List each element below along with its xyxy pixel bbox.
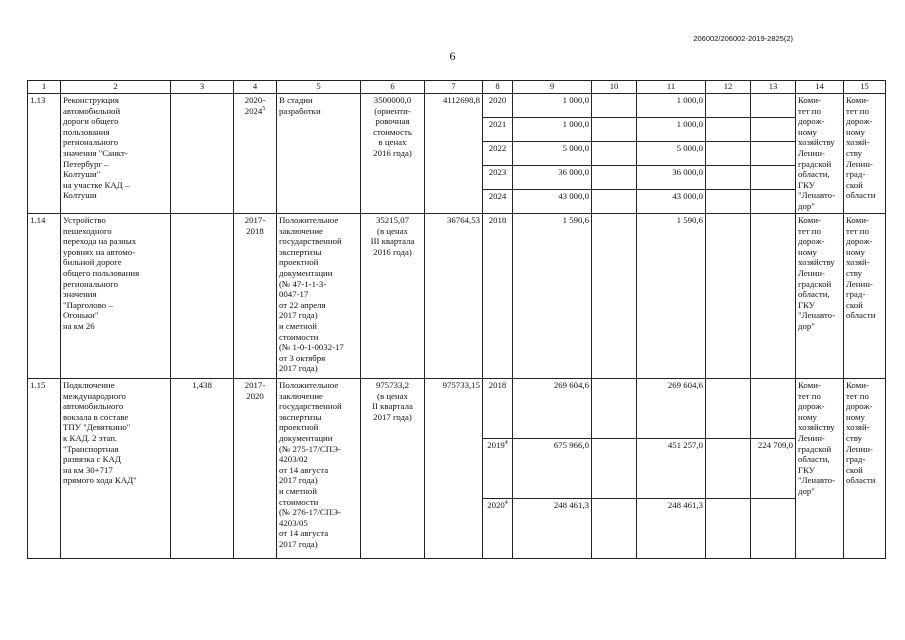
- financing-year-text: 2018: [488, 215, 507, 225]
- federal-budget: [592, 214, 637, 379]
- financing-year-text: 2022: [488, 143, 507, 153]
- local-budget: [706, 439, 751, 499]
- local-budget: [706, 166, 751, 190]
- document-id: 206002/206002-2019-2825(2): [693, 34, 793, 43]
- financing-year-text: 2019: [487, 440, 505, 450]
- federal-budget: [592, 379, 637, 439]
- documentation-status: В стадии разработки: [277, 94, 361, 214]
- local-budget: [706, 94, 751, 118]
- federal-budget: [592, 166, 637, 190]
- row-number: 1.13: [28, 94, 61, 214]
- financing-total: 43 000,0: [513, 190, 592, 214]
- financing-total: 675 966,0: [513, 439, 592, 499]
- financing-year-text: 2021: [488, 119, 507, 129]
- financing-total: 1 590,6: [513, 214, 592, 379]
- column-header: 5: [277, 81, 361, 94]
- other-sources: 224 709,0: [751, 439, 796, 499]
- period-years: [234, 214, 277, 379]
- federal-budget: [592, 142, 637, 166]
- total-cost: 36764,53: [425, 214, 483, 379]
- financing-year: [483, 439, 513, 499]
- local-budget: [706, 118, 751, 142]
- period-years-text: 2017- 2020: [244, 380, 266, 401]
- length-value: [171, 214, 234, 379]
- column-header: 4: [234, 81, 277, 94]
- other-sources: [751, 142, 796, 166]
- footnote-mark: 4: [504, 500, 508, 507]
- financing-year-text: 2020: [487, 500, 505, 510]
- other-sources: [751, 94, 796, 118]
- customer: Коми- тет по дорож- ному хозяйству Ленин- градской области, ГКУ "Ленавто- дор": [796, 214, 844, 379]
- table-row: [28, 94, 886, 118]
- column-header: 12: [706, 81, 751, 94]
- other-sources: [751, 499, 796, 559]
- table-body: [28, 94, 886, 559]
- table-row: [28, 214, 886, 379]
- federal-budget: [592, 190, 637, 214]
- financing-year: [483, 499, 513, 559]
- regional-budget: 36 000,0: [637, 166, 706, 190]
- documentation-status: Положительное заключение государственной экспертизы проектной документации (№ 275-17/СПЭ- 4203/02 от 14 августа 2017 года) и сметной стоимости (№ 276-17/СПЭ- 4203/05 от 14 августа 2017 года): [277, 379, 361, 559]
- regional-budget: 1 000,0: [637, 94, 706, 118]
- column-header: 14: [796, 81, 844, 94]
- financing-year: [483, 166, 513, 190]
- period-years-text: 2020- 2024: [244, 95, 266, 116]
- projects-table: [27, 80, 886, 559]
- financing-total: 5 000,0: [513, 142, 592, 166]
- column-header: 3: [171, 81, 234, 94]
- financing-year: [483, 94, 513, 118]
- regional-budget: 43 000,0: [637, 190, 706, 214]
- object-name: Устройство пешеходного перехода на разных уровнях на автомо- бильной дороге общего пользования регионального значения "Парголово – Огоньки" на км 26: [61, 214, 171, 379]
- period-years-text: 2017- 2018: [244, 215, 266, 236]
- length-value: [171, 94, 234, 214]
- page-number: 6: [449, 49, 456, 63]
- financing-year-text: 2024: [488, 191, 507, 201]
- column-header: 6: [361, 81, 425, 94]
- footnote-mark: 4: [504, 440, 508, 447]
- column-header: 1: [28, 81, 61, 94]
- local-budget: [706, 379, 751, 439]
- column-header: 2: [61, 81, 171, 94]
- federal-budget: [592, 94, 637, 118]
- estimated-cost: 35215,07 (в ценах III квартала 2016 года): [361, 214, 425, 379]
- regional-budget: 248 461,3: [637, 499, 706, 559]
- federal-budget: [592, 439, 637, 499]
- column-header: 13: [751, 81, 796, 94]
- financing-total: 269 604,6: [513, 379, 592, 439]
- financing-year-text: 2020: [488, 95, 507, 105]
- column-header: 15: [844, 81, 886, 94]
- responsible-executor: Коми- тет по дорож- ному хозяй- ству Ленин- град- ской области: [844, 214, 886, 379]
- responsible-executor: Коми- тет по дорож- ному хозяй- ству Ленин- град- ской области: [844, 94, 886, 214]
- estimated-cost: 3500000,0 (ориенти- ровочная стоимость в ценах 2016 года): [361, 94, 425, 214]
- other-sources: [751, 190, 796, 214]
- column-header: 10: [592, 81, 637, 94]
- other-sources: [751, 214, 796, 379]
- regional-budget: 269 604,6: [637, 379, 706, 439]
- local-budget: [706, 142, 751, 166]
- column-header: 7: [425, 81, 483, 94]
- row-number: 1.14: [28, 214, 61, 379]
- financing-total: 1 000,0: [513, 94, 592, 118]
- other-sources: [751, 379, 796, 439]
- financing-year-text: 2018: [488, 380, 507, 390]
- responsible-executor: Коми- тет по дорож- ному хозяй- ству Ленин- град- ской области: [844, 379, 886, 559]
- federal-budget: [592, 118, 637, 142]
- total-cost: 975733,15: [425, 379, 483, 559]
- regional-budget: 1 000,0: [637, 118, 706, 142]
- financing-year: [483, 190, 513, 214]
- other-sources: [751, 166, 796, 190]
- financing-year-text: 2023: [488, 167, 507, 177]
- customer: Коми- тет по дорож- ному хозяйству Ленин- градской области, ГКУ "Ленавто- дор": [796, 379, 844, 559]
- object-name: Реконструкция автомобильной дороги общего пользования регионального значения "Санкт- Петербург – Колтуши" на участке КАД – Колтуши: [61, 94, 171, 214]
- footnote-mark: 5: [262, 105, 266, 112]
- documentation-status: Положительное заключение государственной экспертизы проектной документации (№ 47-1-1-3- 0047-17 от 22 апреля 2017 года) и сметной стоимости (№ 1-0-1-0032-17 от 3 октября 2017 года): [277, 214, 361, 379]
- period-years: [234, 94, 277, 214]
- regional-budget: 5 000,0: [637, 142, 706, 166]
- estimated-cost: 975733,2 (в ценах II квартала 2017 года): [361, 379, 425, 559]
- row-number: 1.15: [28, 379, 61, 559]
- column-header: 9: [513, 81, 592, 94]
- other-sources: [751, 118, 796, 142]
- local-budget: [706, 214, 751, 379]
- financing-total: 1 000,0: [513, 118, 592, 142]
- financing-total: 248 461,3: [513, 499, 592, 559]
- header-row: [28, 81, 886, 94]
- table-row: [28, 379, 886, 439]
- total-cost: 4112698,8: [425, 94, 483, 214]
- customer: Коми- тет по дорож- ному хозяйству Ленин- градской области, ГКУ "Ленавто- дор": [796, 94, 844, 214]
- federal-budget: [592, 499, 637, 559]
- column-header: 8: [483, 81, 513, 94]
- financing-total: 36 000,0: [513, 166, 592, 190]
- financing-year: [483, 142, 513, 166]
- local-budget: [706, 499, 751, 559]
- financing-year: [483, 214, 513, 379]
- regional-budget: 1 590,6: [637, 214, 706, 379]
- regional-budget: 451 257,0: [637, 439, 706, 499]
- period-years: [234, 379, 277, 559]
- financing-year: [483, 118, 513, 142]
- length-value: 1,438: [171, 379, 234, 559]
- local-budget: [706, 190, 751, 214]
- object-name: Подключение международного автомобильного вокзала в составе ТПУ "Девяткино" к КАД. 2 этап. "Транспортная развязка с КАД на км 30+717 прямого хода КАД": [61, 379, 171, 559]
- column-header: 11: [637, 81, 706, 94]
- financing-year: [483, 379, 513, 439]
